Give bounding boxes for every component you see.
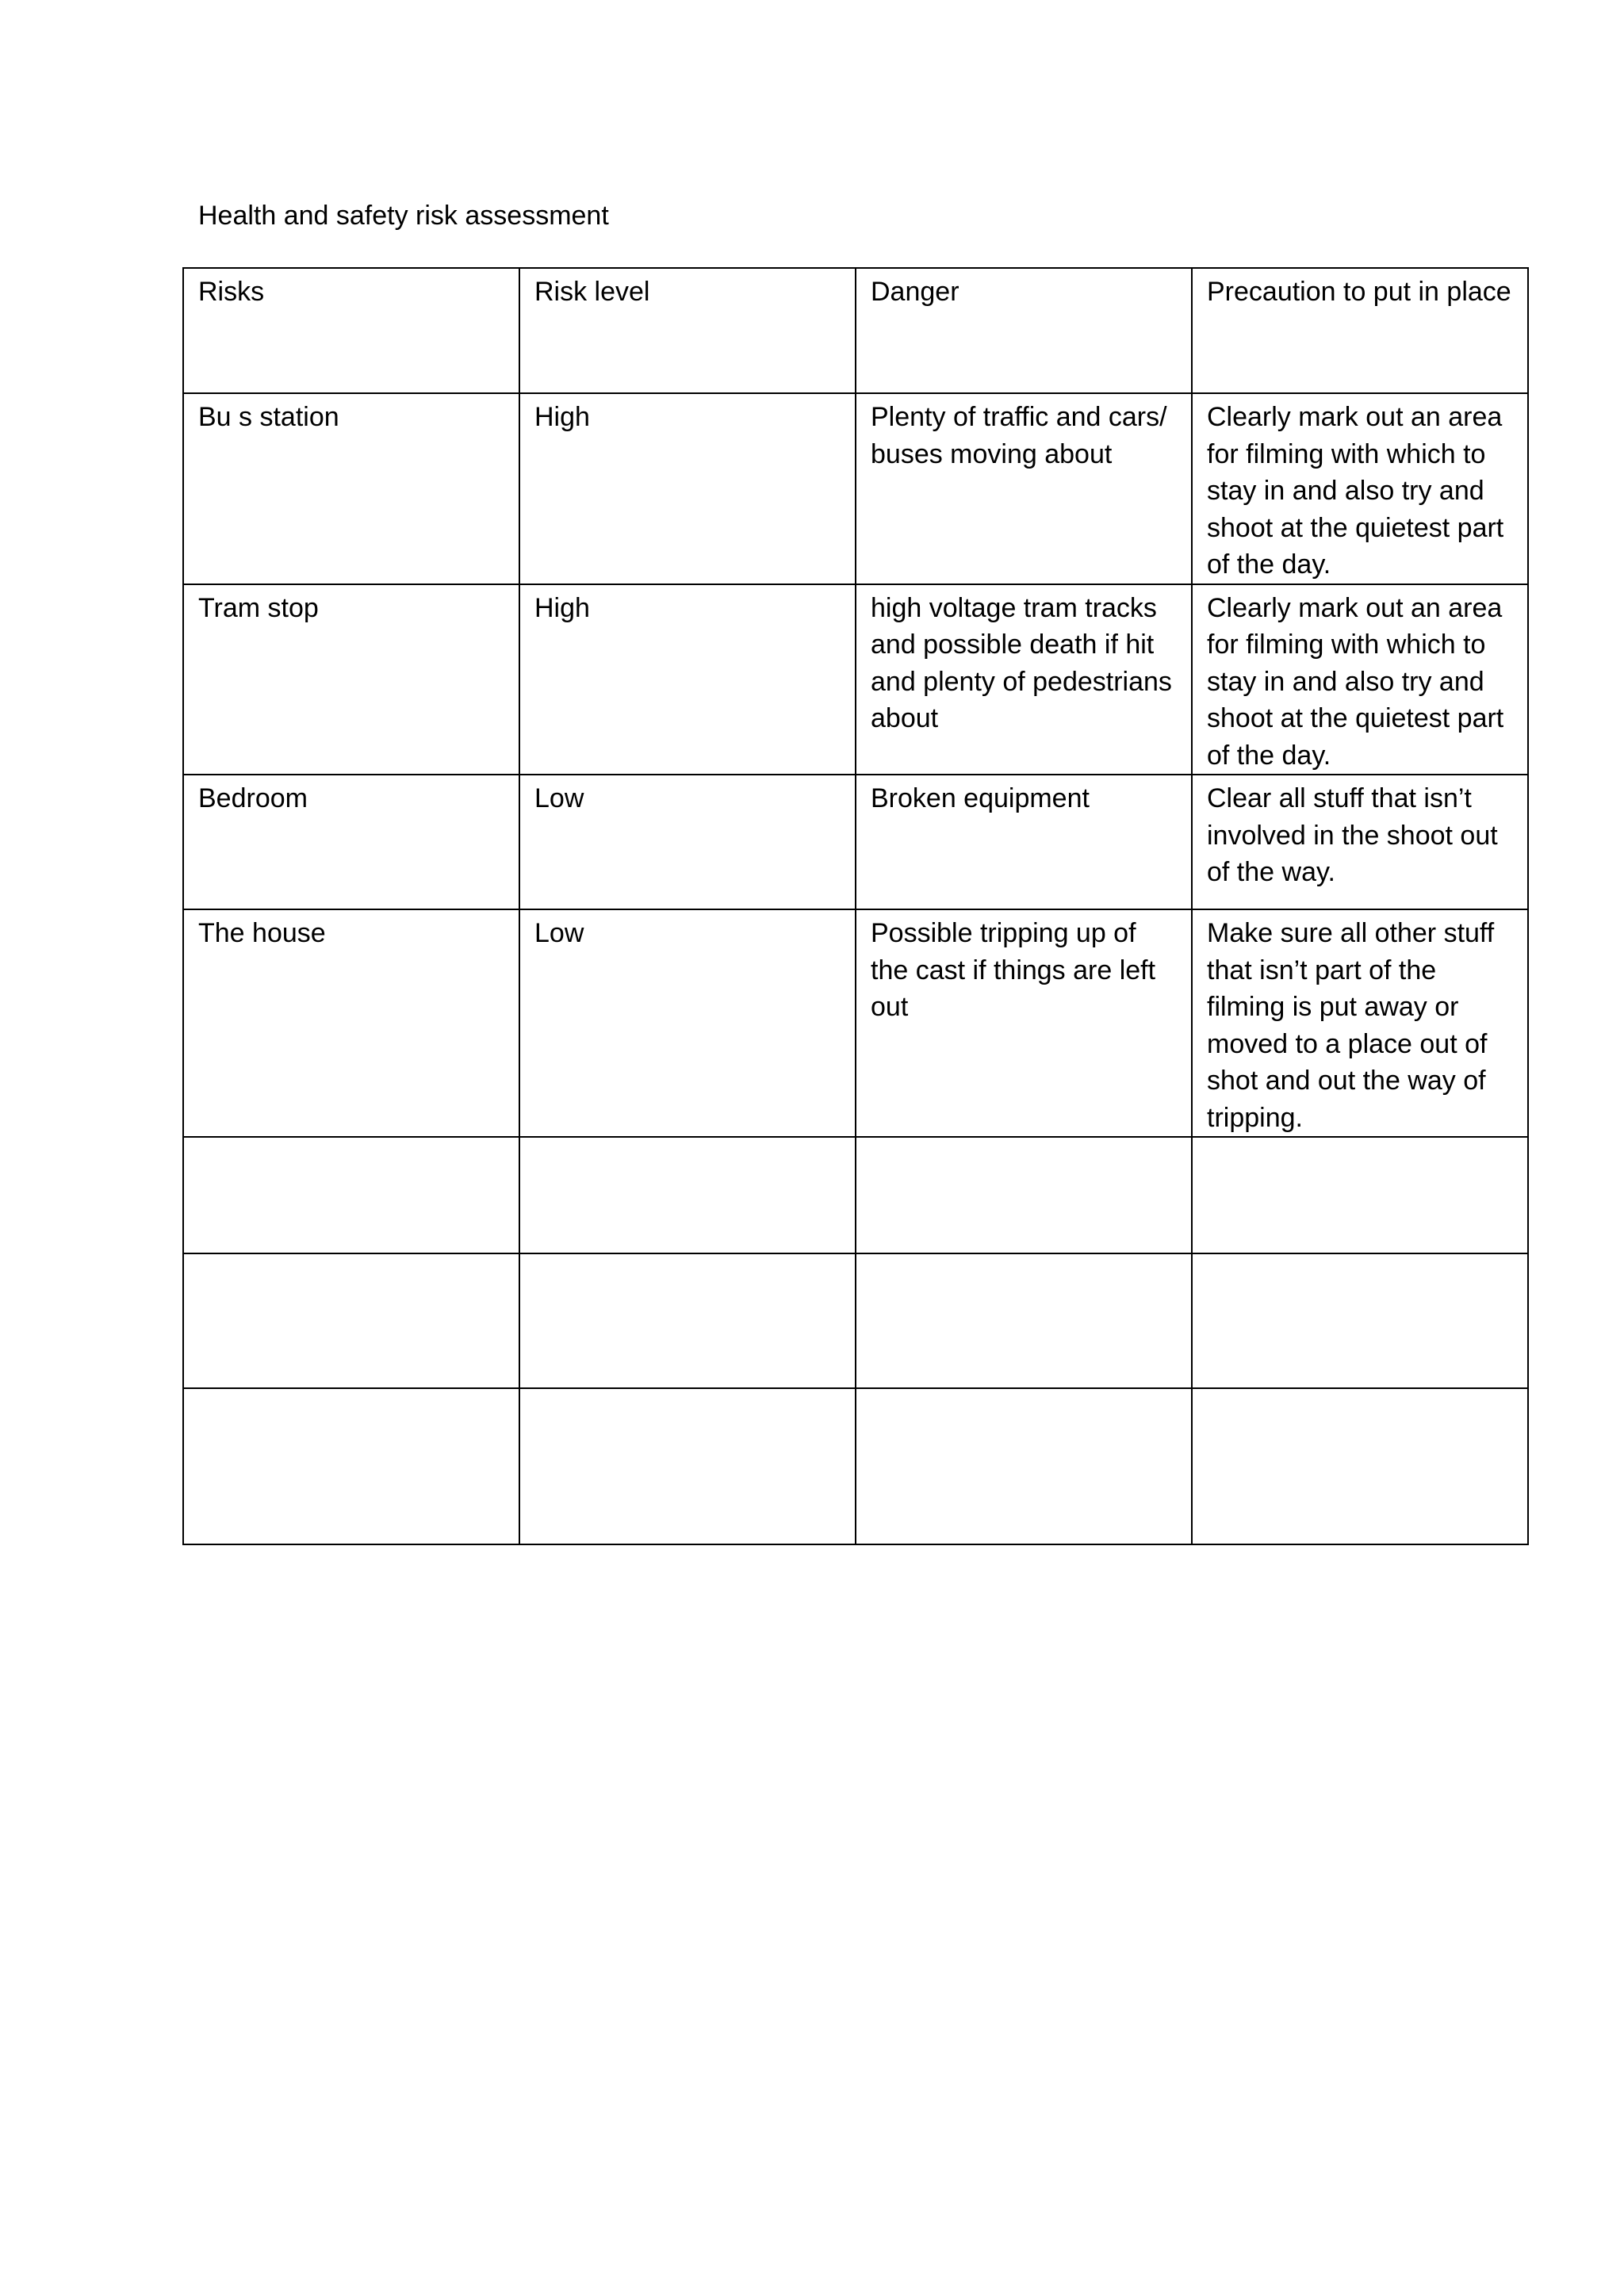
table-row-empty	[183, 1137, 1528, 1253]
table-row	[183, 909, 1528, 1137]
header-risks: Risks	[183, 268, 519, 393]
cell-risk: Bedroom	[183, 775, 519, 909]
cell-empty	[856, 1253, 1192, 1388]
cell-empty	[183, 1253, 519, 1388]
cell-precaution: Clearly mark out an area for filming with which to stay in and also try and shoot at the quietest part of the day.	[1192, 584, 1528, 775]
risk-assessment-table	[182, 267, 1529, 1545]
page-title: Health and safety risk assessment	[198, 201, 609, 231]
table-row-empty	[183, 1253, 1528, 1388]
cell-risk: Tram stop	[183, 584, 519, 775]
cell-risk-level: Low	[519, 909, 856, 1137]
cell-precaution: Make sure all other stuff that isn’t part of the filming is put away or moved to a place out of shot and out the way of tripping.	[1192, 909, 1528, 1137]
table-row	[183, 775, 1528, 909]
cell-empty	[519, 1137, 856, 1253]
cell-danger: Plenty of traffic and cars/ buses moving about	[856, 393, 1192, 584]
cell-empty	[1192, 1253, 1528, 1388]
header-precaution: Precaution to put in place	[1192, 268, 1528, 393]
cell-empty	[183, 1388, 519, 1544]
cell-danger: high voltage tram tracks and possible death if hit and plenty of pedestrians about	[856, 584, 1192, 775]
header-danger: Danger	[856, 268, 1192, 393]
cell-empty	[856, 1137, 1192, 1253]
table-row	[183, 393, 1528, 584]
table-row	[183, 584, 1528, 775]
cell-danger: Possible tripping up of the cast if things are left out	[856, 909, 1192, 1137]
table-header-row	[183, 268, 1528, 393]
cell-danger: Broken equipment	[856, 775, 1192, 909]
table-row-empty	[183, 1388, 1528, 1544]
header-risk-level: Risk level	[519, 268, 856, 393]
cell-empty	[856, 1388, 1192, 1544]
cell-risk-level: High	[519, 584, 856, 775]
cell-risk: Bu s station	[183, 393, 519, 584]
cell-risk: The house	[183, 909, 519, 1137]
cell-empty	[519, 1253, 856, 1388]
cell-risk-level: High	[519, 393, 856, 584]
cell-empty	[1192, 1137, 1528, 1253]
cell-risk-level: Low	[519, 775, 856, 909]
cell-precaution: Clearly mark out an area for filming with which to stay in and also try and shoot at the quietest part of the day.	[1192, 393, 1528, 584]
cell-empty	[183, 1137, 519, 1253]
cell-precaution: Clear all stuff that isn’t involved in the shoot out of the way.	[1192, 775, 1528, 909]
cell-empty	[519, 1388, 856, 1544]
cell-empty	[1192, 1388, 1528, 1544]
